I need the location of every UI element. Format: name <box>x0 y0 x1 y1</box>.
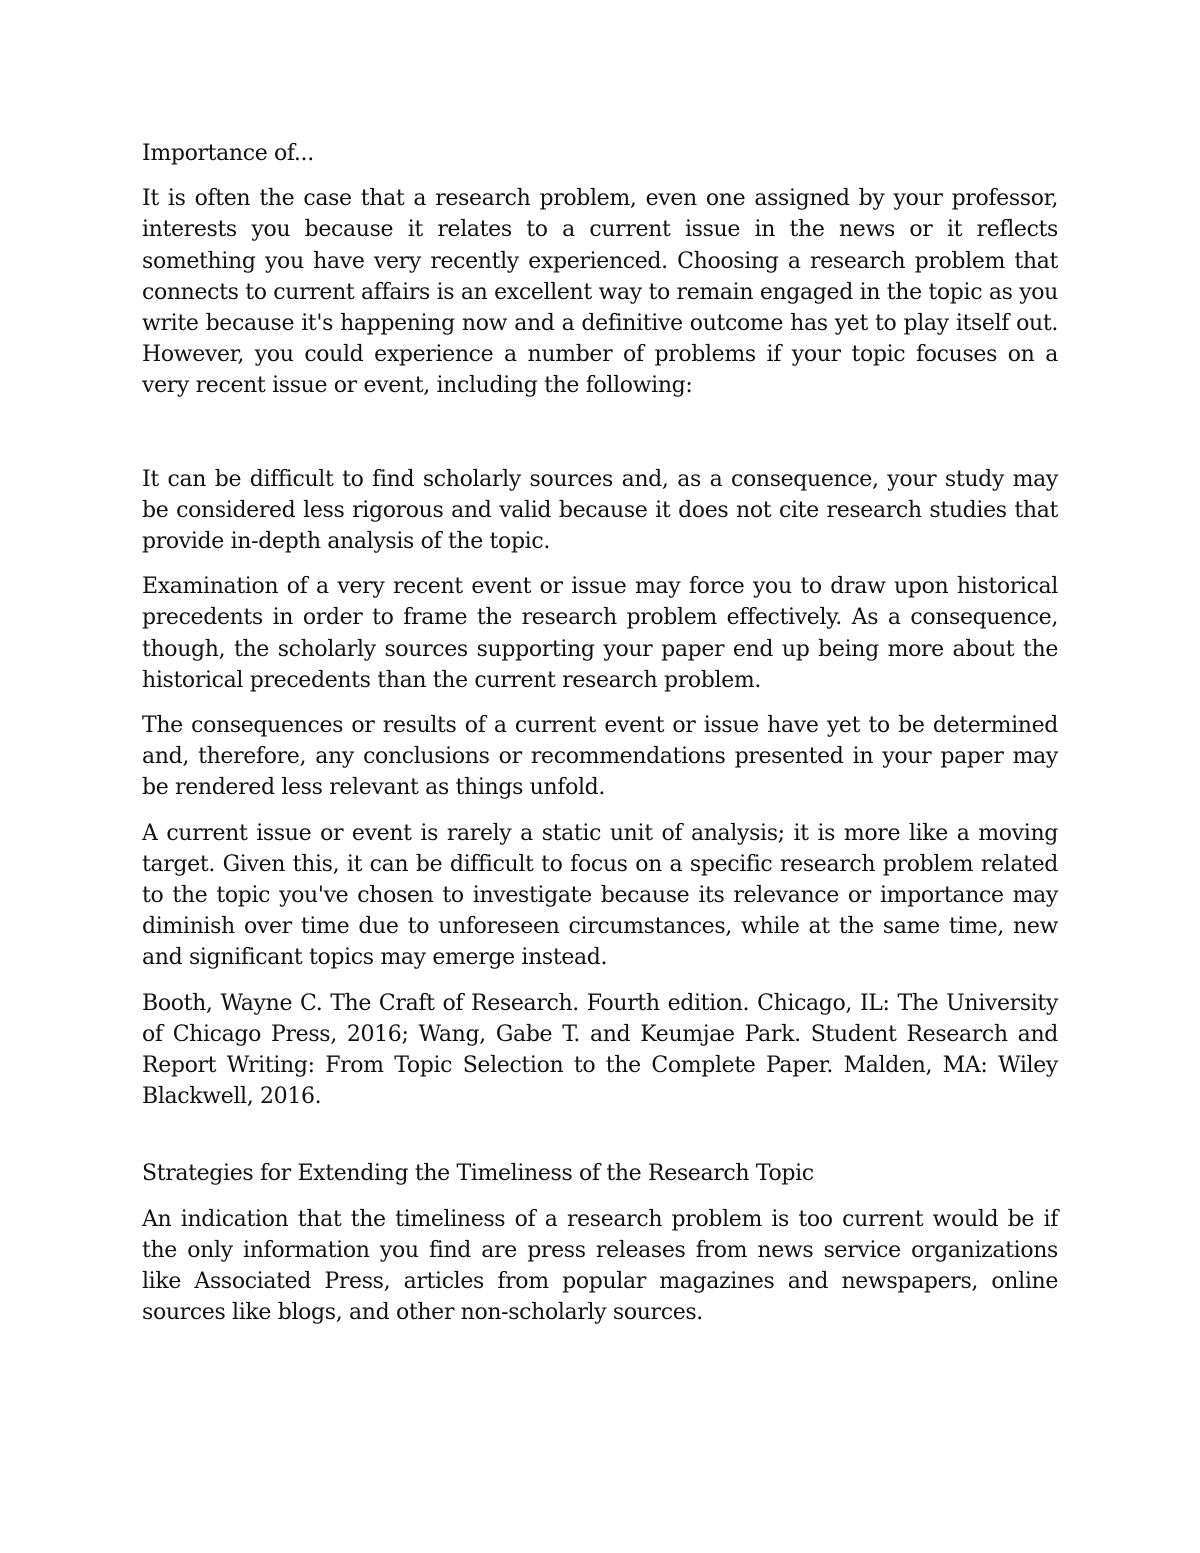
problem-paragraph-1: It can be difficult to find scholarly sources and, as a consequence, your study may be considered less rigorous and valid because it does not cite research studies that provide in-depth analysis of the topic. <box>142 466 1058 555</box>
section-heading-strategies: Strategies for Extending the Timeliness of the Research Topic <box>142 1161 814 1187</box>
citation-paragraph: Booth, Wayne C. The Craft of Research. Fourth edition. Chicago, IL: The University of Chicago Press, 2016; Wang, Gabe T. and Keumjae Park. Student Research and Report Writing: From Topic Selection to the Complete Paper. Malden, MA: Wiley Blackwell, 2016. <box>142 990 1058 1110</box>
intro-paragraph: It is often the case that a research problem, even one assigned by your professor, interests you because it relates to a current issue in the news or it reflects something you have very recently experienced. Choosing a research problem that connects to current affairs is an excellent way to remain engaged in the topic as you write because it's happening now and a definitive outcome has yet to play itself out. However, you could experience a number of problems if your topic focuses on a very recent issue or event, including the following: <box>142 186 1058 399</box>
spacer <box>142 416 1058 464</box>
strategies-paragraph: An indication that the timeliness of a research problem is too current would be if the only information you find are press releases from news service organizations like Associated Press, articles from popular magazines and newspapers, online sources like blogs, and other non-scholarly sources. <box>142 1206 1058 1326</box>
problem-paragraph-2: Examination of a very recent event or issue may force you to draw upon historical precedents in order to frame the research problem effectively. As a consequence, though, the scholarly sources supporting your paper end up being more about the historical precedents than the current research problem. <box>142 574 1058 693</box>
section-heading-importance: Importance of... <box>142 141 314 166</box>
problem-paragraph-4: A current issue or event is rarely a static unit of analysis; it is more like a moving target. Given this, it can be difficult to focus on a specific research problem related to the topic you've chosen to investigate because its relevance or importance may diminish over time due to unforeseen circumstances, while at the same time, new and significant topics may emerge instead. <box>142 820 1058 971</box>
document-page <box>142 138 1058 1343</box>
spacer <box>142 1126 1058 1158</box>
problem-paragraph-3: The consequences or results of a current event or issue have yet to be determined and, therefore, any conclusions or recommendations presented in your paper may be rendered less relevant as things unfold. <box>142 713 1058 801</box>
